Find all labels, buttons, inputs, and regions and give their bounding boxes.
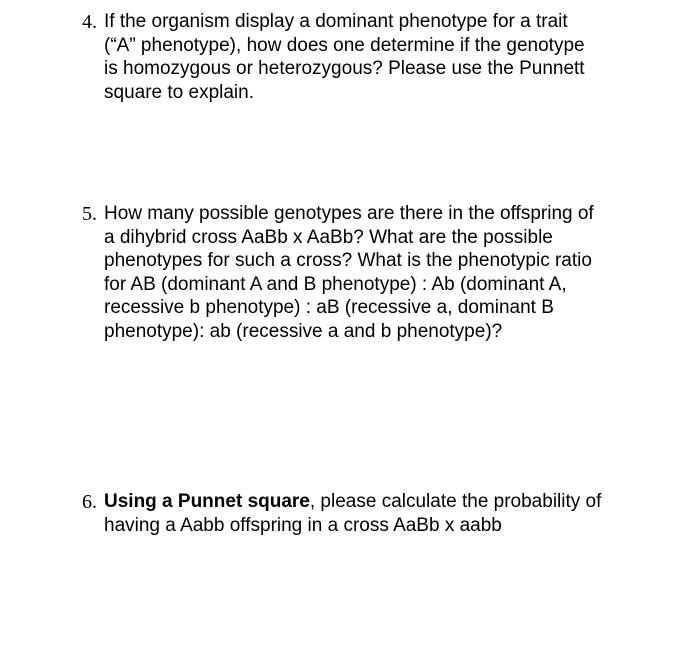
question-line: (“A” phenotype), how does one determine if the genotype — [104, 34, 585, 56]
question-number: 5. — [82, 203, 97, 225]
question-text — [104, 10, 682, 104]
question-number: 6. — [82, 491, 97, 513]
bold-lead-text: Using a Punnet square — [104, 491, 310, 512]
question-5 — [82, 202, 682, 343]
question-number: 4. — [82, 11, 97, 33]
question-line: recessive b phenotype) : aB (recessive a, dominant B — [104, 297, 554, 318]
question-4 — [82, 10, 682, 104]
question-line-rest: , please calculate the probability of — [309, 491, 602, 512]
question-line — [104, 490, 682, 514]
question-line: How many possible genotypes are there in the offspring of — [104, 203, 594, 224]
question-line: for AB (dominant A and B phenotype) : Ab (dominant A, — [104, 273, 567, 295]
question-line: phenotype): ab (recessive a and b phenotype)? — [104, 320, 503, 342]
question-text — [104, 490, 682, 537]
question-line: square to explain. — [104, 81, 254, 103]
question-text — [104, 202, 682, 343]
question-line: a dihybrid cross AaBb x AaBb? What are the possible — [104, 226, 553, 248]
question-line: If the organism display a dominant phenotype for a trait — [104, 11, 568, 32]
question-line: is homozygous or heterozygous? Please use the Punnett — [104, 58, 585, 79]
question-line: having a Aabb offspring in a cross AaBb x aabb — [104, 514, 502, 536]
question-6 — [82, 490, 682, 537]
question-line: phenotypes for such a cross? What is the phenotypic ratio — [104, 250, 592, 271]
